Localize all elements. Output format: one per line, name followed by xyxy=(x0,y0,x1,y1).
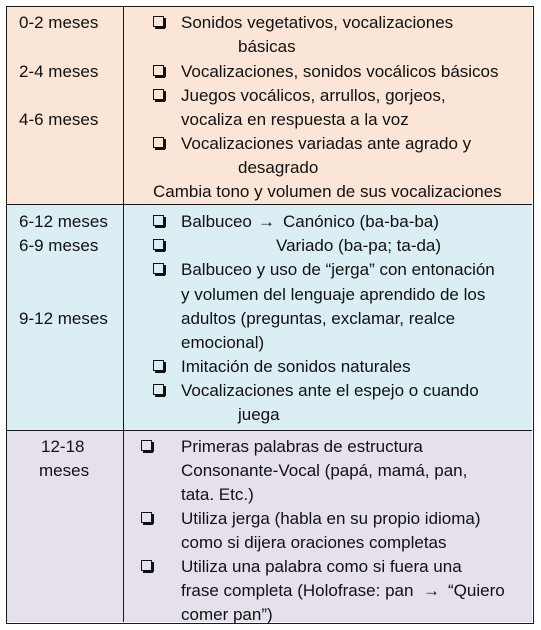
checkbox-icon xyxy=(153,384,164,395)
item-text: Vocalizaciones, sonidos vocálicos básicos xyxy=(181,62,499,81)
item-text: emocional) xyxy=(181,333,265,352)
arrow-right-icon: → xyxy=(423,581,440,600)
item-text: Vocalizaciones ante el espejo o cuando xyxy=(181,381,479,400)
item-text: Vocalizaciones variadas ante agrado y xyxy=(181,134,472,153)
column-divider xyxy=(123,431,124,622)
item-text: y volumen del lenguaje aprendido de los xyxy=(181,285,486,304)
age-label: 9-12 meses xyxy=(19,309,108,328)
age-label: 2-4 meses xyxy=(19,62,99,81)
checkbox-icon xyxy=(153,16,164,27)
row-footer-text: Cambia tono y volumen de sus vocalizaciones xyxy=(153,182,502,201)
column-divider xyxy=(123,205,124,430)
checkbox-icon xyxy=(153,360,164,371)
item-text: Balbuceo y uso de “jerga” con entonación xyxy=(181,260,495,279)
item-text: frase completa (Holofrase: pan xyxy=(181,581,414,600)
arrow-right-icon: → xyxy=(258,212,275,231)
item-text: desagrado xyxy=(238,158,319,177)
item-text: comer pan”) xyxy=(181,605,273,624)
item-text: vocaliza en respuesta a la voz xyxy=(181,110,409,129)
item-text: Primeras palabras de estructura xyxy=(181,437,423,456)
item-text: Variado (ba-pa; ta-da) xyxy=(276,236,442,255)
checkbox-icon xyxy=(141,560,152,571)
row-12-18-months xyxy=(7,430,532,622)
item-text: Balbuceo xyxy=(181,212,252,231)
language-development-table xyxy=(6,6,534,624)
age-label: 6-12 meses xyxy=(19,212,108,231)
item-text: Juegos vocálicos, arrullos, gorjeos, xyxy=(181,86,446,105)
age-label: 4-6 meses xyxy=(19,110,99,129)
item-text: básicas xyxy=(238,37,296,56)
item-text: Utiliza jerga (habla en su propio idioma) xyxy=(181,509,481,528)
checkbox-icon xyxy=(153,263,164,274)
item-text: Utiliza una palabra como si fuera una xyxy=(181,557,462,576)
age-label: meses xyxy=(39,461,90,480)
item-text: como si dijera oraciones completas xyxy=(181,533,447,552)
item-text: Canónico (ba-ba-ba) xyxy=(283,212,439,231)
item-text: Imitación de sonidos naturales xyxy=(181,357,411,376)
checkbox-icon xyxy=(153,239,164,250)
age-label: 12-18 xyxy=(41,437,85,456)
item-text: juega xyxy=(238,405,280,424)
checkbox-icon xyxy=(153,65,164,76)
checkbox-icon xyxy=(153,137,164,148)
checkbox-icon xyxy=(153,215,164,226)
item-text: Sonidos vegetativos, vocalizaciones xyxy=(181,13,454,32)
age-label: 0-2 meses xyxy=(19,13,99,32)
age-label: 6-9 meses xyxy=(19,236,99,255)
column-divider xyxy=(123,7,124,204)
item-text: “Quiero xyxy=(448,581,505,600)
item-text: Consonante-Vocal (papá, mamá, pan, xyxy=(181,461,468,480)
item-text: adultos (preguntas, exclamar, realce xyxy=(181,309,456,328)
checkbox-icon xyxy=(141,512,152,523)
checkbox-icon xyxy=(141,440,152,451)
row-0-6-months xyxy=(7,7,532,204)
item-text: tata. Etc.) xyxy=(181,485,254,504)
checkbox-icon xyxy=(153,89,164,100)
row-6-12-months xyxy=(7,204,532,430)
